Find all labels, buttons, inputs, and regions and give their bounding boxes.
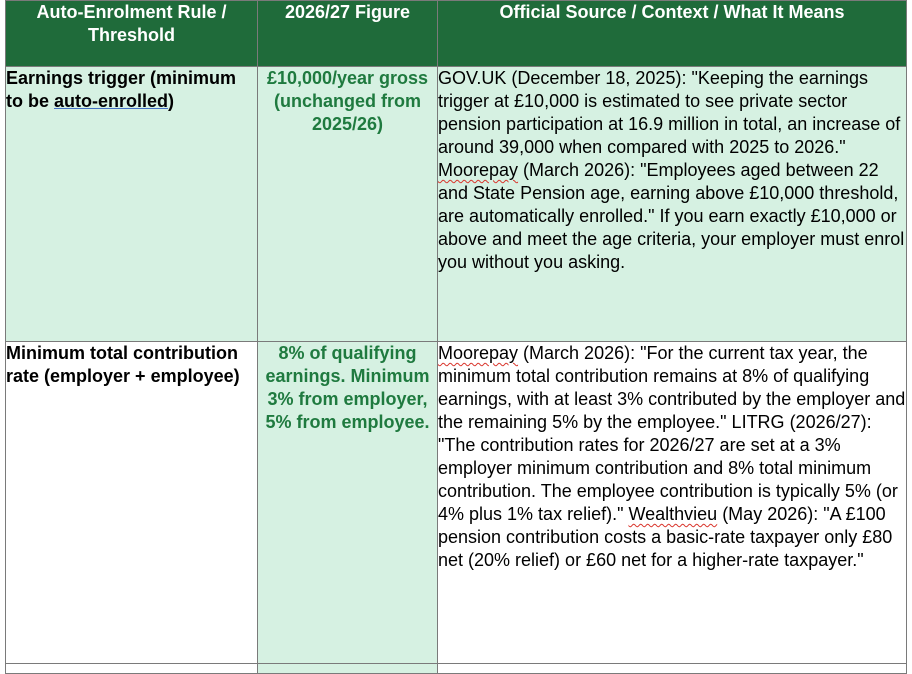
context-text-cont: (May 2026): "A £100 pension contribution costs a basic-rate taxpayer only £80 net (20% relief) or £60 net for a higher-rate taxpayer." (438, 504, 893, 570)
table-row (6, 67, 907, 342)
table-row (6, 664, 907, 674)
auto-enrolment-table (5, 0, 907, 674)
rule-cell: Minimum total contribution rate (employer + employee) (6, 342, 258, 664)
source-name: Wealthvieu (628, 504, 718, 524)
rule-text-end: ) (168, 91, 175, 111)
context-cell (438, 67, 907, 342)
figure-cell: £10,000/year gross (unchanged from 2025/26) (258, 67, 438, 342)
rule-text: Earnings trigger (minimum to be (6, 68, 237, 111)
header-figure: 2026/27 Figure (258, 1, 438, 67)
context-cell (438, 342, 907, 664)
context-text: (March 2026): "For the current tax year, the minimum total contribution remains at 8% of qualifying earnings, with at least 3% contributed by the employer and the remaining 5% by the employee." LITRG (2026/27): "The contribution rates for 2026/27 are set at a 3% employer minimum contribution and 8% total minimum contribution. The employee contribution is typically 5% (or 4% plus 1% tax relief)." (438, 343, 906, 524)
table-row (6, 342, 907, 664)
figure-cell (258, 664, 438, 674)
header-context: Official Source / Context / What It Means (438, 1, 907, 67)
header-row (6, 1, 907, 67)
figure-cell: 8% of qualifying earnings. Minimum 3% from employer, 5% from employee. (258, 342, 438, 664)
header-rule: Auto-Enrolment Rule / Threshold (6, 1, 258, 67)
source-name: Moorepay (438, 160, 519, 180)
rule-cell (6, 67, 258, 342)
context-text-cont: (March 2026): "Employees aged between 22 and State Pension age, earning above £10,000 threshold, are automatically enrolled." If you earn exactly £10,000 or above and meet the age criteria, your employer must enrol you without you asking. (438, 160, 905, 272)
context-cell (438, 664, 907, 674)
source-name: Moorepay (438, 343, 519, 363)
auto-enrolled-term: auto-enrolled (54, 91, 169, 111)
rule-cell (6, 664, 258, 674)
context-text: GOV.UK (December 18, 2025): "Keeping the earnings trigger at £10,000 is estimated to see private sector pension participation at 16.9 million in total, an increase of around 39,000 when compared with 2025 to 2026." (438, 68, 901, 157)
